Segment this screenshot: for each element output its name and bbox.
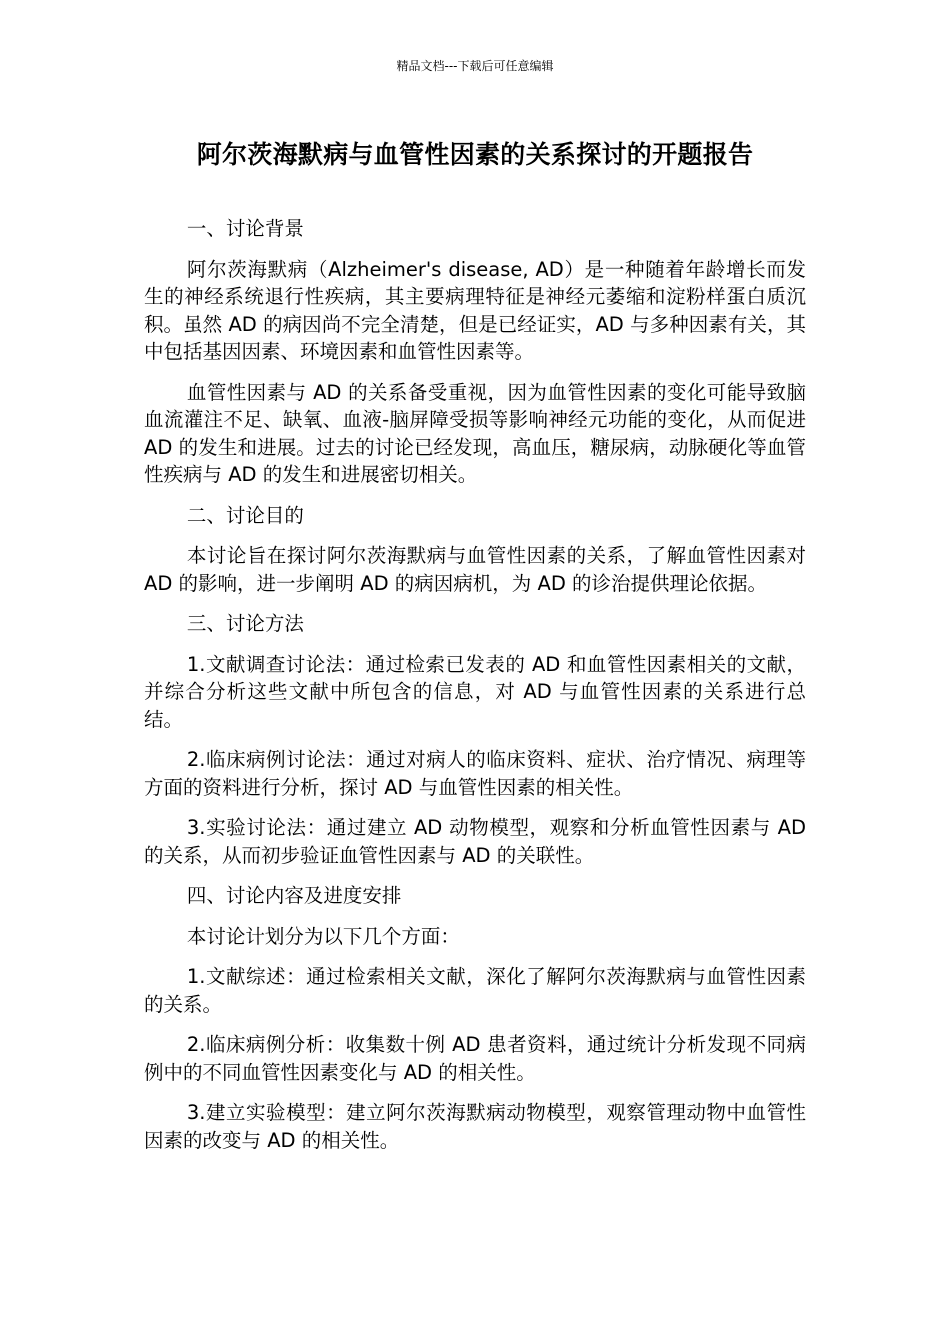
method-experimental: 3.实验讨论法：通过建立 AD 动物模型，观察和分析血管性因素与 AD 的关系，从而初步验证血管性因素与 AD 的关联性。: [144, 816, 806, 867]
paragraph-plan-intro: 本讨论计划分为以下几个方面：: [186, 924, 460, 948]
paragraph-vascular-factors: 血管性因素与 AD 的关系备受重视，因为血管性因素的变化可能导致脑血流灌注不足、缺氧、血液-脑屏障受损等影响神经元功能的变化，从而促进 AD 的发生和进展。过去的讨论已经发现，高血压，糖尿病，动脉硬化等血管性疾病与 AD 的发生和进展密切相关。: [144, 380, 806, 486]
section-heading-methods: 三、讨论方法: [186, 612, 304, 635]
page-header-watermark: 精品文档---下载后可任意编辑: [396, 59, 554, 73]
section-heading-purpose: 二、讨论目的: [186, 503, 304, 527]
plan-item-experimental-model: 3.建立实验模型：建立阿尔茨海默病动物模型，观察管理动物中血管性因素的改变与 AD 的相关性。: [144, 1101, 806, 1152]
method-clinical: 2.临床病例讨论法：通过对病人的临床资料、症状、治疗情况、病理等方面的资料进行分析，探讨 AD 与血管性因素的相关性。: [144, 748, 806, 799]
plan-item-literature-review: 1.文献综述：通过检索相关文献，深化了解阿尔茨海默病与血管性因素的关系。: [144, 965, 806, 1016]
method-literature: 1.文献调查讨论法：通过检索已发表的 AD 和血管性因素相关的文献，并综合分析这些文献中所包含的信息，对 AD 与血管性因素的关系进行总结。: [144, 652, 806, 731]
section-heading-background: 一、讨论背景: [186, 217, 304, 240]
document-body: [144, 215, 806, 1167]
paragraph-purpose: 本讨论旨在探讨阿尔茨海默病与血管性因素的关系，了解血管性因素对 AD 的影响，进一步阐明 AD 的病因病机，为 AD 的诊治提供理论依据。: [144, 544, 806, 595]
plan-item-clinical-analysis: 2.临床病例分析：收集数十例 AD 患者资料，通过统计分析发现不同病例中的不同血管性因素变化与 AD 的相关性。: [144, 1033, 806, 1084]
document-title: 阿尔茨海默病与血管性因素的关系探讨的开题报告: [196, 140, 754, 169]
paragraph-ad-definition: 阿尔茨海默病（Alzheimer's disease, AD）是一种随着年龄增长而发生的神经系统退行性疾病，其主要病理特征是神经元萎缩和淀粉样蛋白质沉积。虽然 AD 的病因尚不完全清楚，但是已经证实，AD 与多种因素有关，其中包括基因因素、环境因素和血管性因素等。: [144, 257, 806, 363]
section-heading-content-schedule: 四、讨论内容及进度安排: [186, 884, 402, 907]
